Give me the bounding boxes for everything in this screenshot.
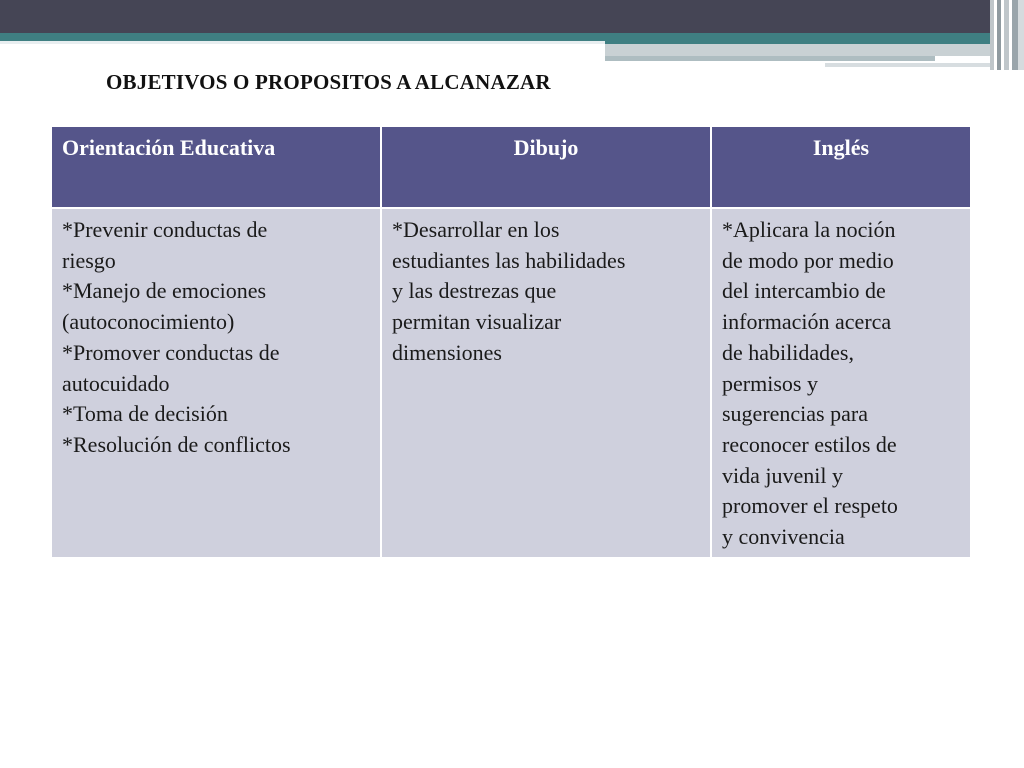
table-cell-dibujo xyxy=(381,208,711,558)
cell-line: estudiantes las habilidades xyxy=(392,247,626,273)
cell-line: permisos y xyxy=(722,370,818,396)
header-band-light xyxy=(0,41,605,44)
objectives-table xyxy=(50,125,972,559)
header-band-grey xyxy=(605,44,1024,56)
cell-line: riesgo xyxy=(62,247,116,273)
header-right-stripes xyxy=(990,0,1024,70)
cell-line: promover el respeto xyxy=(722,493,898,519)
table-header-dibujo: Dibujo xyxy=(381,126,711,208)
cell-line: permitan visualizar xyxy=(392,309,562,335)
cell-line: *Manejo de emociones xyxy=(62,278,267,304)
table-row xyxy=(51,208,971,558)
cell-line: *Prevenir conductas de xyxy=(62,217,268,242)
table-cell-orientacion xyxy=(51,208,381,558)
cell-line: *Desarrollar en los xyxy=(392,217,560,242)
cell-line: *Promover conductas de xyxy=(62,339,280,365)
table-header-ingles: Inglés xyxy=(711,126,971,208)
cell-line: vida juvenil y xyxy=(722,462,843,488)
cell-line: y las destrezas que xyxy=(392,278,557,304)
table-header-orientacion: Orientación Educativa xyxy=(51,126,381,208)
cell-line: y convivencia xyxy=(722,524,845,550)
header-band-grey-thin xyxy=(605,56,935,61)
cell-line: de habilidades, xyxy=(722,339,854,365)
cell-line: *Aplicara la noción xyxy=(722,217,896,242)
cell-line: de modo por medio xyxy=(722,247,894,273)
slide-title: OBJETIVOS O PROPOSITOS A ALCANAZAR xyxy=(106,70,551,94)
cell-line: *Resolución de conflictos xyxy=(62,431,291,457)
cell-line: autocuidado xyxy=(62,370,170,396)
table-cell-ingles xyxy=(711,208,971,558)
cell-line: dimensiones xyxy=(392,339,502,365)
cell-line: reconocer estilos de xyxy=(722,431,897,457)
cell-line: sugerencias para xyxy=(722,401,868,427)
cell-line: (autoconocimiento) xyxy=(62,309,235,335)
cell-line: *Toma de decisión xyxy=(62,401,228,427)
table-header-row xyxy=(51,126,971,208)
cell-line: del intercambio de xyxy=(722,278,886,304)
cell-line: información acerca xyxy=(722,309,892,335)
header-band-dark xyxy=(0,0,1024,33)
